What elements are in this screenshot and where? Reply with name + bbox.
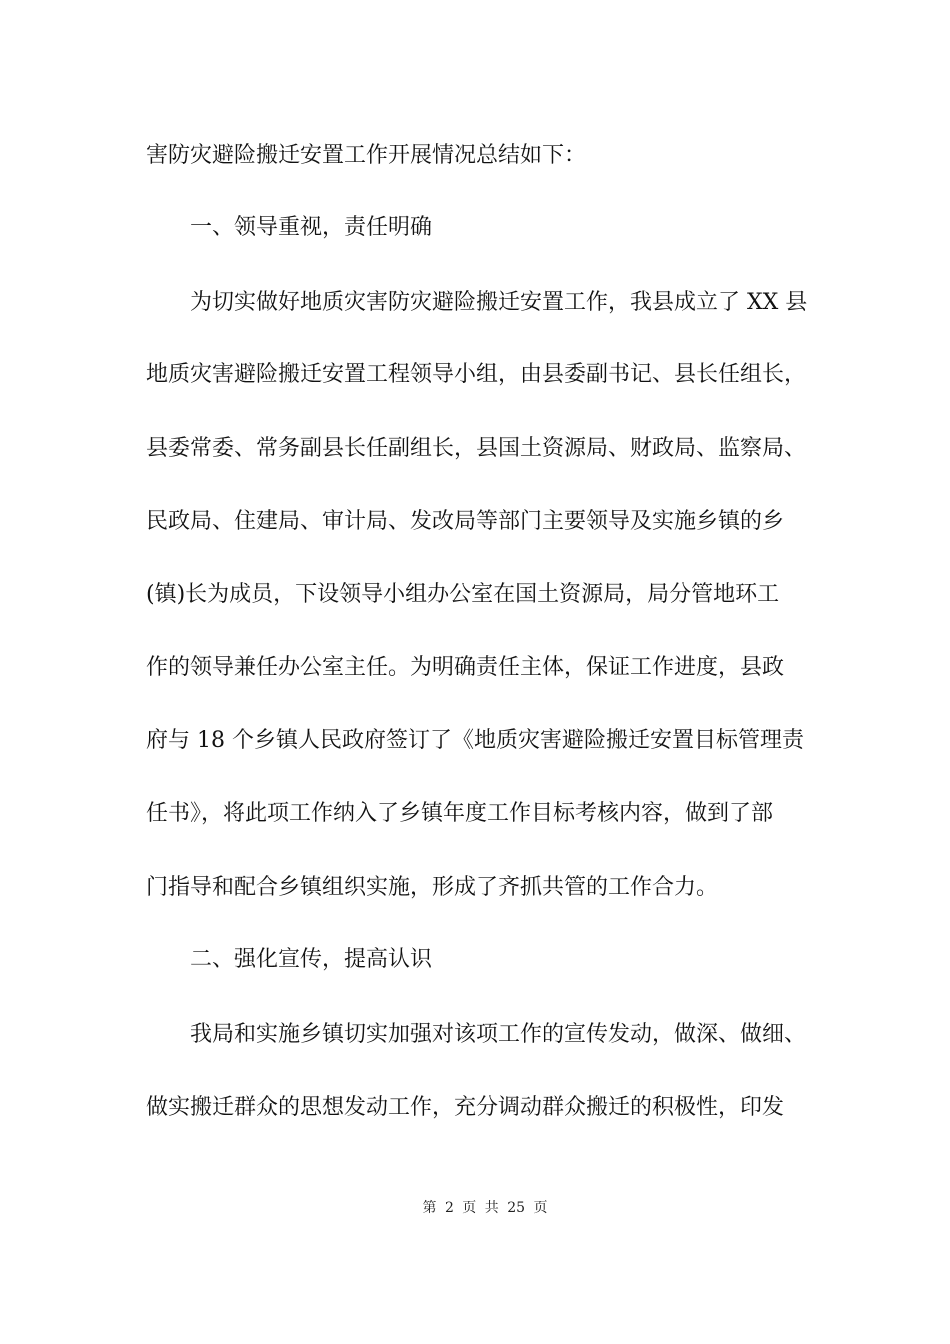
body-text-line: 门指导和配合乡镇组织实施，形成了齐抓共管的工作合力。 (146, 875, 719, 900)
section-heading: 二、强化宣传，提高认识 (190, 947, 433, 972)
body-text-line: 害防灾避险搬迁安置工作开展情况总结如下： (146, 143, 587, 168)
body-text-line: 府与 18 个乡镇人民政府签订了《地质灾害避险搬迁安置目标管理责 (146, 728, 804, 753)
body-text-line: 做实搬迁群众的思想发动工作，充分调动群众搬迁的积极性，印发 (146, 1095, 785, 1120)
body-text-line: 作的领导兼任办公室主任。为明确责任主体，保证工作进度，县政 (146, 655, 785, 680)
paragraph-first-line: 为切实做好地质灾害防灾避险搬迁安置工作，我县成立了 XX 县 (190, 290, 808, 315)
body-text-line: 地质灾害避险搬迁安置工程领导小组，由县委副书记、县长任组长， (146, 362, 807, 387)
body-text-line: 民政局、住建局、审计局、发改局等部门主要领导及实施乡镇的乡 (146, 509, 785, 534)
page-number-footer: 第 2 页 共 25 页 (422, 1200, 548, 1216)
body-text-line: 县委常委、常务副县长任副组长，县国土资源局、财政局、监察局、 (146, 436, 807, 461)
paragraph-first-line: 我局和实施乡镇切实加强对该项工作的宣传发动，做深、做细、 (190, 1022, 807, 1047)
section-heading: 一、领导重视，责任明确 (190, 215, 433, 240)
body-text-line: 任书》，将此项工作纳入了乡镇年度工作目标考核内容，做到了部 (146, 801, 774, 826)
body-text-line: (镇)长为成员，下设领导小组办公室在国土资源局，局分管地环工 (146, 582, 780, 607)
